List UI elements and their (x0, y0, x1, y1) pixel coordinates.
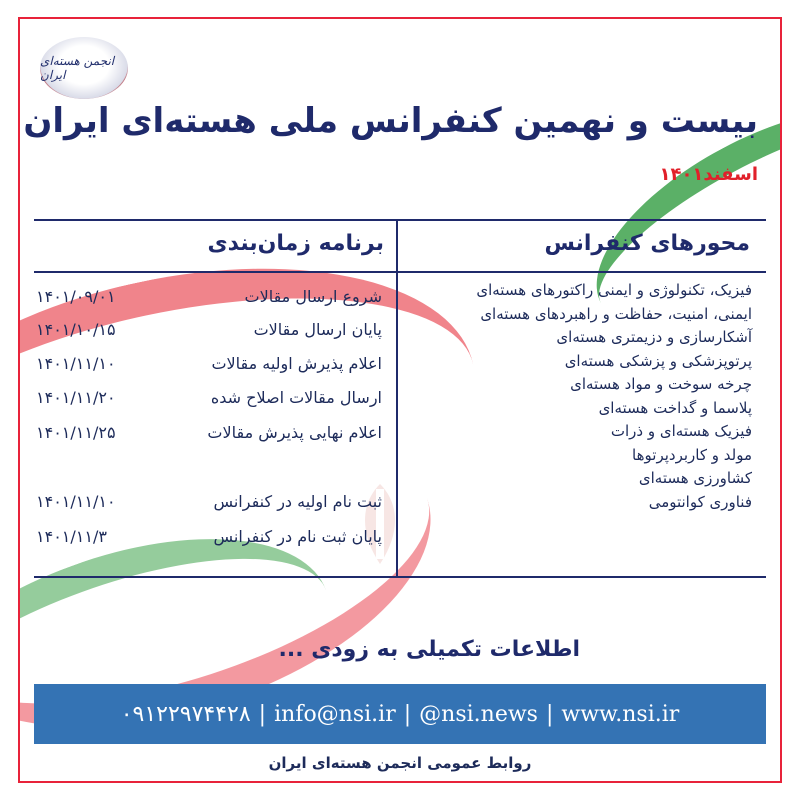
schedule-row (34, 527, 394, 553)
schedule-label: اعلام پذیرش اولیه مقالات (211, 354, 382, 373)
schedule-label: شروع ارسال مقالات (244, 287, 382, 306)
table-bottom-rule (34, 576, 766, 578)
topic-item: ایمنی، امنیت، حفاظت و راهبردهای هسته‌ای (480, 304, 752, 323)
schedule-row (34, 287, 394, 313)
topics-list (412, 281, 752, 516)
association-logo (40, 37, 128, 99)
topic-item: چرخه سوخت و مواد هسته‌ای (570, 375, 752, 393)
topic-item: مولد و کاربردپرتوها (632, 445, 752, 464)
topic-item: آشکارسازی و دزیمتری هسته‌ای (556, 328, 752, 346)
social-handle: @nsi.news (419, 701, 538, 727)
schedule-date: ۱۴۰۱/۱۱/۲۰ (36, 388, 116, 407)
logo-text: انجمن هسته‌ای ایران (40, 54, 115, 82)
page-title: بیست و نهمین کنفرانس ملی هسته‌ای ایران (23, 101, 758, 141)
schedule-date: ۱۴۰۱/۱۰/۱۵ (36, 320, 116, 339)
footer-credit: روابط عمومی انجمن هسته‌ای ایران (268, 754, 532, 772)
phone-number: ۰۹۱۲۲۹۷۴۴۲۸ (120, 701, 251, 727)
table-header-rule (34, 271, 766, 273)
topic-item: پرتوپزشکی و پزشکی هسته‌ای (564, 351, 752, 370)
schedule-row (34, 354, 394, 380)
schedule-row (34, 320, 394, 346)
more-info-notice: اطلاعات تکمیلی به زودی ... (278, 637, 580, 662)
topic-item: کشاورزی هسته‌ای (638, 469, 752, 487)
topic-item: فناوری کوانتومی (648, 492, 752, 511)
schedule-heading: برنامه زمان‌بندی (207, 231, 384, 256)
topic-item: فیزیک، تکنولوژی و ایمنی راکتورهای هسته‌ای (476, 281, 752, 299)
schedule-row (34, 492, 394, 518)
schedule-row (34, 388, 394, 414)
conference-date: اسفند۱۴۰۱ (659, 164, 758, 185)
poster-frame (18, 17, 782, 783)
table-top-rule (34, 219, 766, 221)
contact-separator: | (545, 701, 554, 727)
contact-separator: | (403, 701, 412, 727)
schedule-label: پایان ثبت نام در کنفرانس (213, 527, 382, 546)
schedule-row (34, 423, 394, 449)
schedule-label: پایان ارسال مقالات (253, 320, 382, 339)
schedule-date: ۱۴۰۱/۱۱/۲۵ (36, 423, 116, 442)
website-address: www.nsi.ir (561, 701, 680, 727)
contact-bar (34, 684, 766, 744)
schedule-label: ارسال مقالات اصلاح شده (210, 388, 382, 407)
schedule-date: ۱۴۰۱/۱۱/۳ (36, 527, 107, 546)
schedule-date: ۱۴۰۱/۰۹/۰۱ (36, 287, 116, 306)
topic-item: فیزیک هسته‌ای و ذرات (610, 422, 752, 440)
schedule-date: ۱۴۰۱/۱۱/۱۰ (36, 354, 116, 373)
schedule-label: ثبت نام اولیه در کنفرانس (213, 492, 382, 511)
email-address: info@nsi.ir (274, 701, 396, 727)
column-divider (396, 219, 398, 578)
schedule-date: ۱۴۰۱/۱۱/۱۰ (36, 492, 116, 511)
topic-item: پلاسما و گداخت هسته‌ای (598, 398, 752, 417)
schedule-label: اعلام نهایی پذیرش مقالات (207, 423, 382, 442)
contact-separator: | (258, 701, 267, 727)
topics-heading: محورهای کنفرانس (544, 231, 750, 256)
